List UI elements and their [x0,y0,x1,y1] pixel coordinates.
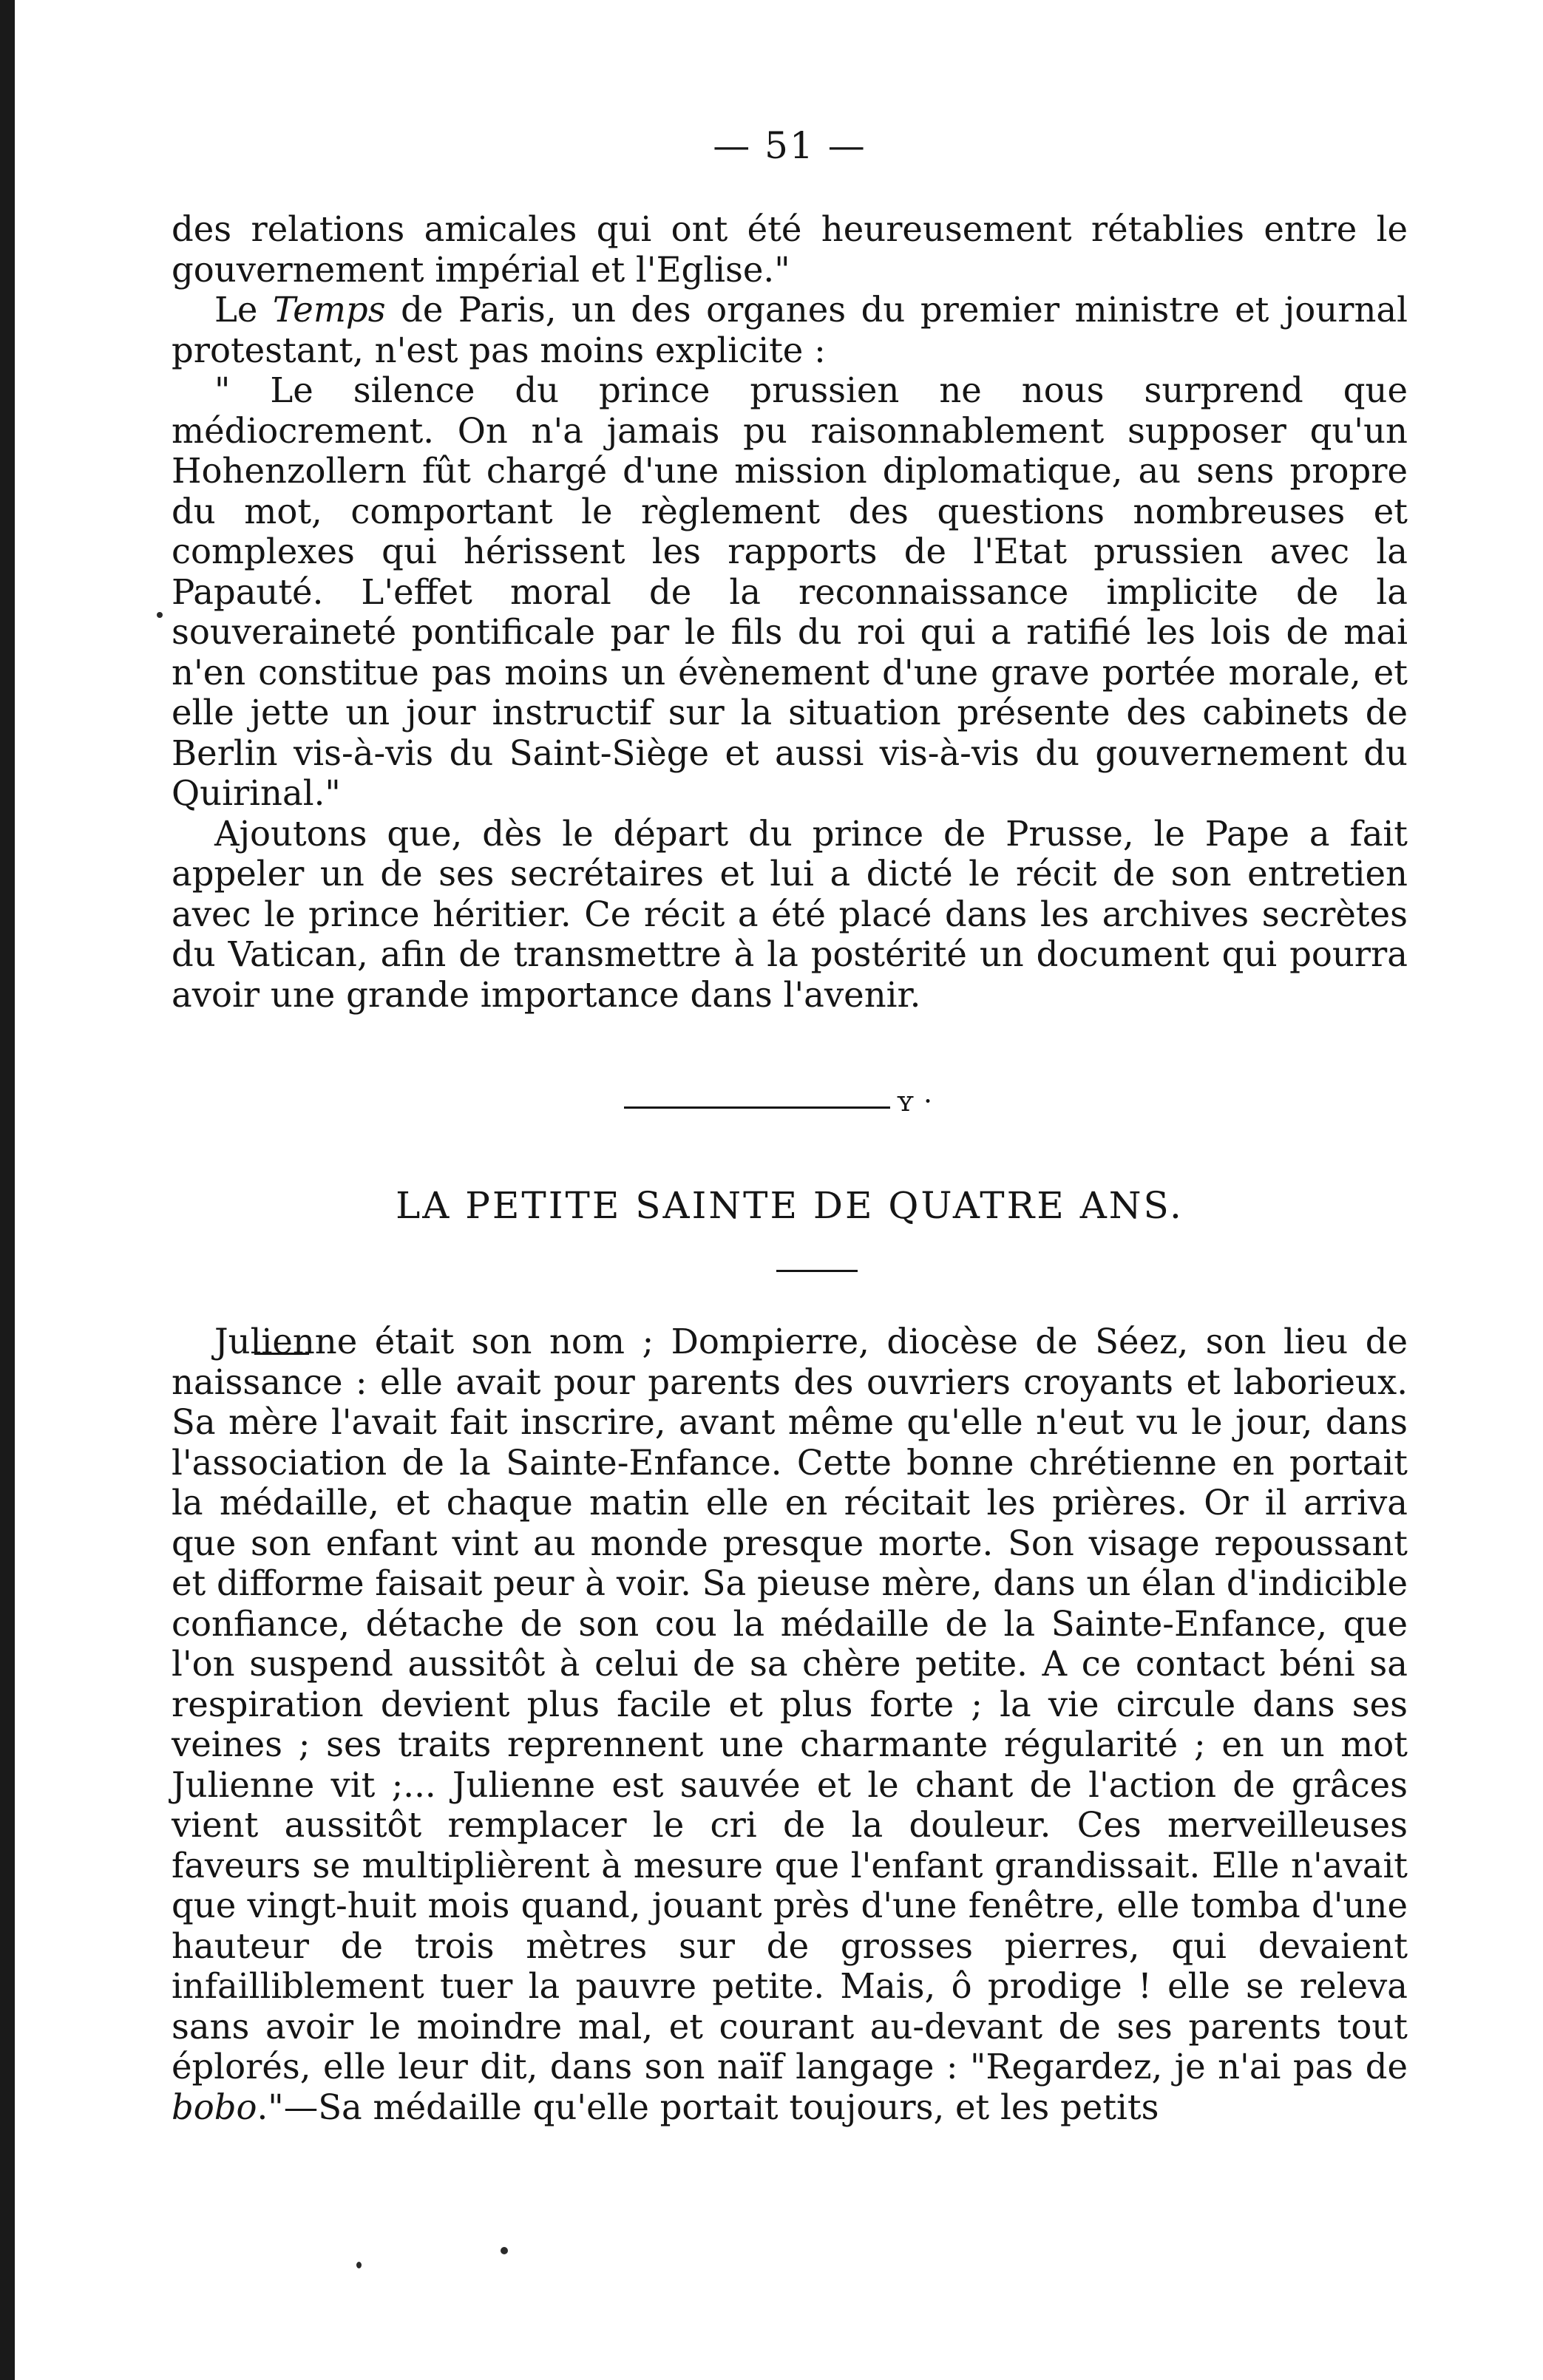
paragraph: des relations amicales qui ont été heureusement rétablies entre le gouvernement impérial et l'Eglise." [172,209,1408,290]
paragraph: Ajoutons que, dès le départ du prince de Prusse, le Pape a fait appeler un de ses secrétaires et lui a dicté le récit de son entretien avec le prince héritier. Ce récit a été placé dans les archives secrètes du Vatican, afin de transmettre à la postérité un document qui pourra avoir une grande importance dans l'avenir. [172,813,1408,1015]
divider-ornament-icon: ʏ · [896,1085,933,1118]
paragraph: Le Temps de Paris, un des organes du premier ministre et journal protestant, n'est pas moins explicite : [172,290,1408,370]
title-underline-rule [776,1270,858,1272]
scan-speck [157,612,163,618]
section-divider-rule [624,1106,890,1109]
bottom-text-block [172,1322,1408,2127]
section-title: LA PETITE SAINTE DE QUATRE ANS. [396,1184,1184,1227]
scan-binding-edge [0,0,15,2380]
scan-speck [356,2262,362,2268]
book-page [172,0,1408,2380]
page-number: — 51 — [713,124,867,167]
paragraph: " Le silence du prince prussien ne nous surprend que médiocrement. On n'a jamais pu raisonnablement supposer qu'un Hohenzollern fût chargé d'une mission diplomatique, au sens propre du mot, comportant le règlement des questions nombreuses et complexes qui hérissent les rapports de l'Etat prussien avec la Papauté. L'effet moral de la reconnaissance implicite de la souveraineté pontificale par le fils du roi qui a ratifié les lois de mai n'en constitue pas moins un évènement d'une grave portée morale, et elle jette un jour instructif sur la situation présente des cabinets de Berlin vis-à-vis du Saint-Siège et aussi vis-à-vis du gouvernement du Quirinal." [172,370,1408,813]
paragraph: Julienne était son nom ; Dompierre, diocèse de Séez, son lieu de naissance : elle avait pour parents des ouvriers croyants et laborieux. Sa mère l'avait fait inscrire, avant même qu'elle n'eut vu le jour, dans l'association de la Sainte-Enfance. Cette bonne chrétienne en portait la médaille, et chaque matin elle en récitait les prières. Or il arriva que son enfant vint au monde presque morte. Son visage repoussant et difforme faisait peur à voir. Sa pieuse mère, dans un élan d'indicible confiance, détache de son cou la médaille de la Sainte-Enfance, que l'on suspend aussitôt à celui de sa chère petite. A ce contact béni sa respiration devient plus facile et plus forte ; la vie circule dans ses veines ; ses traits reprennent une charmante régularité ; en un mot Julienne vit ;... Julienne est sauvée et le chant de l'action de grâces vient aussitôt remplacer le cri de la douleur. Ces merveilleuses faveurs se multiplièrent à mesure que l'enfant grandissait. Elle n'avait que vingt-huit mois quand, jouant près d'une fenêtre, elle tomba d'une hauteur de trois mètres sur de grosses pierres, qui devaient infailliblement tuer la pauvre petite. Mais, ô prodige ! elle se releva sans avoir le moindre mal, et courant au-devant de ses parents tout éplorés, elle leur dit, dans son naïf langage : "Regardez, je n'ai pas de bobo."—Sa médaille qu'elle portait toujours, et les petits [172,1322,1408,2127]
top-text-block [172,209,1408,1015]
scan-speck [501,2247,508,2254]
